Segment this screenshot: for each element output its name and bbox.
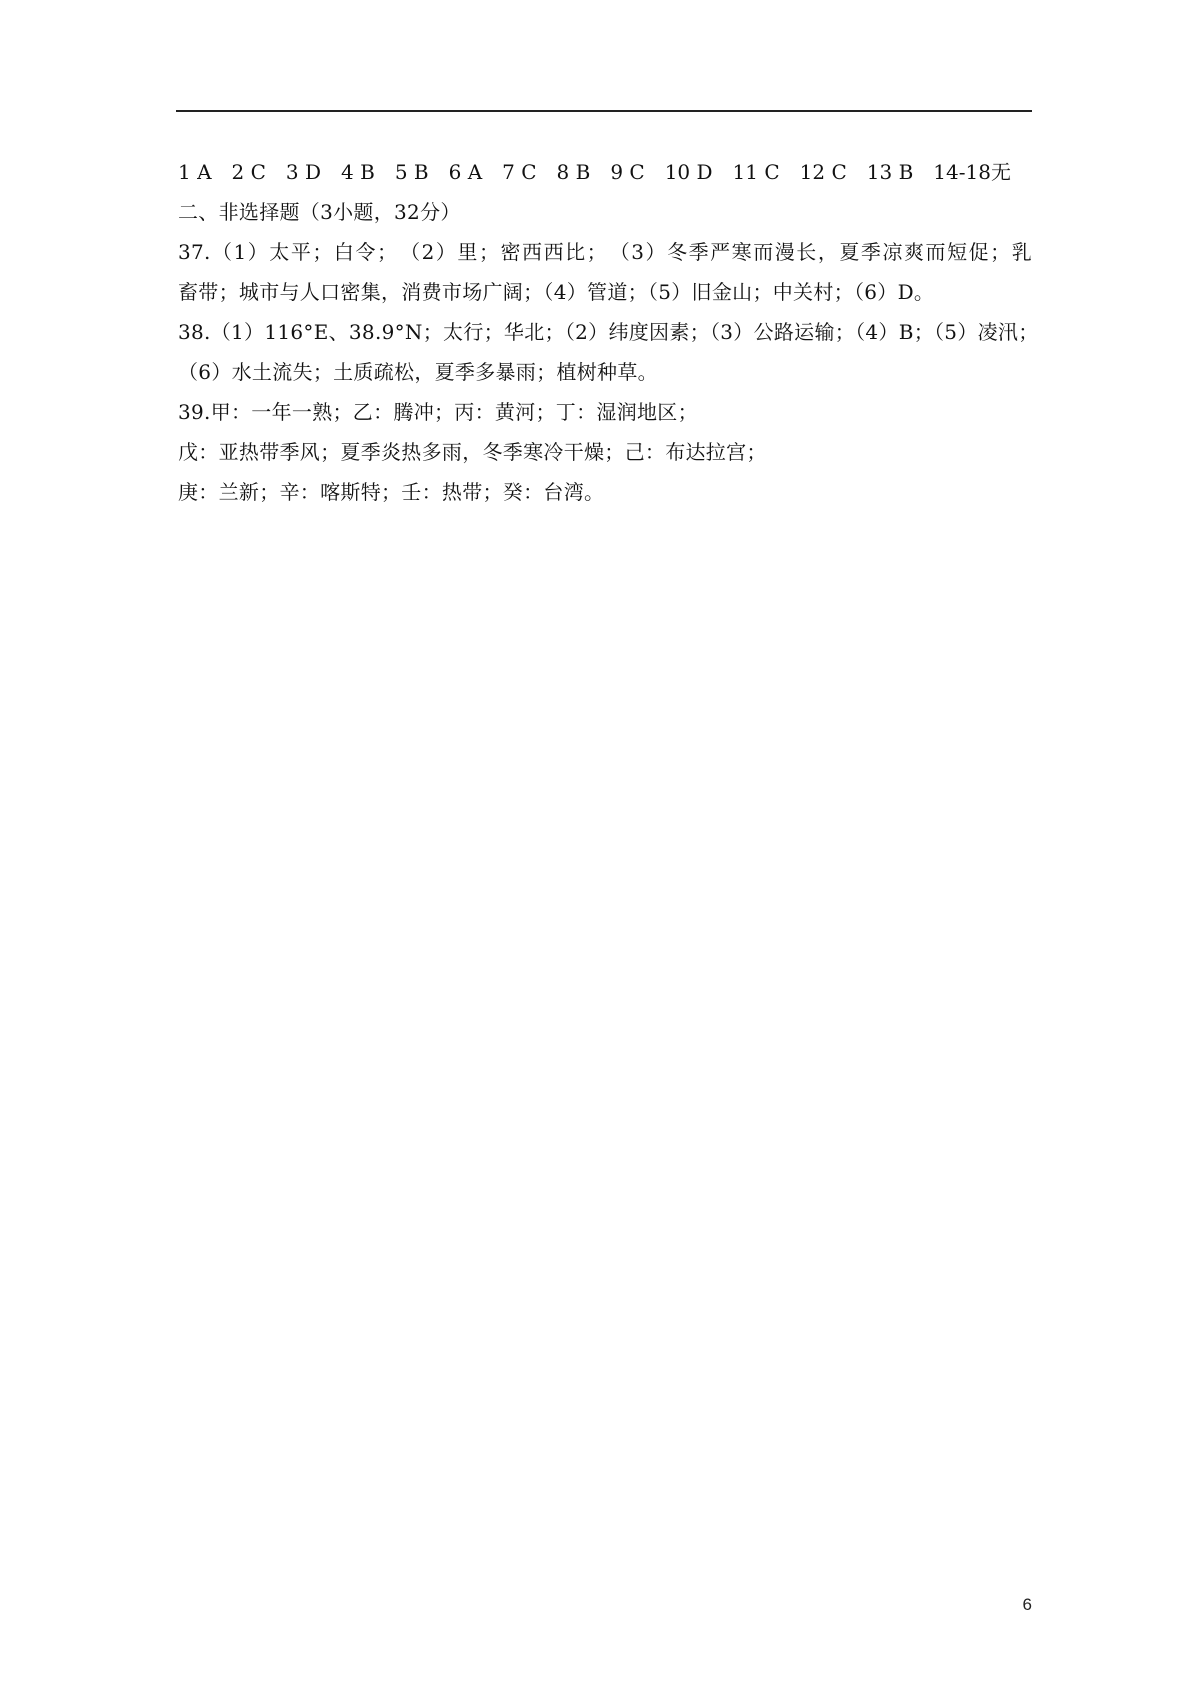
- multiple-choice-answers: [178, 152, 1032, 192]
- mc-answer: 13 B: [866, 160, 914, 184]
- answer-key-content: [178, 152, 1039, 512]
- mc-answer: 3 D: [285, 160, 322, 184]
- q39-answer-line-2: 戊：亚热带季风；夏季炎热多雨，冬季寒冷干燥；己：布达拉宫；: [178, 440, 767, 464]
- q38-answer-line-1: 38.（1）116°E、38.9°N；太行；华北；（2）纬度因素；（3）公路运输；（4）B；（5）凌汛；: [178, 320, 1039, 344]
- mc-answer: 2 C: [231, 160, 266, 184]
- q39-answer-line-3: 庚：兰新；辛：喀斯特；壬：热带；癸：台湾。: [178, 480, 605, 504]
- mc-answer: 8 B: [556, 160, 591, 184]
- mc-answer: 11 C: [732, 160, 780, 184]
- mc-answer: 5 B: [394, 160, 429, 184]
- mc-answer: 6 A: [448, 160, 483, 184]
- q37-answer-line-1: 37.（1）太平；白令； （2）里；密西西比； （3）冬季严寒而漫长，夏季凉爽而短促；乳: [178, 240, 1032, 264]
- q38-answer-line-2: （6）水土流失；土质疏松，夏季多暴雨；植树种草。: [178, 360, 658, 384]
- mc-answer: 10 D: [664, 160, 713, 184]
- header-rule: [176, 110, 1032, 112]
- mc-answer: 14-18无: [933, 160, 1011, 184]
- mc-answer: 7 C: [502, 160, 537, 184]
- page-number: 6: [1022, 1595, 1032, 1614]
- mc-answer: 1 A: [178, 160, 212, 184]
- q37-answer-line-2: 畜带；城市与人口密集，消费市场广阔；（4）管道；（5）旧金山；中关村；（6）D。: [178, 280, 935, 304]
- section-heading: 二、非选择题（3小题，32分）: [178, 200, 461, 224]
- q39-answer-line-1: 39.甲：一年一熟；乙：腾冲；丙：黄河；丁：湿润地区；: [178, 400, 698, 424]
- mc-answer: 4 B: [341, 160, 375, 184]
- mc-answer: 9 C: [610, 160, 645, 184]
- mc-answer: 12 C: [799, 160, 847, 184]
